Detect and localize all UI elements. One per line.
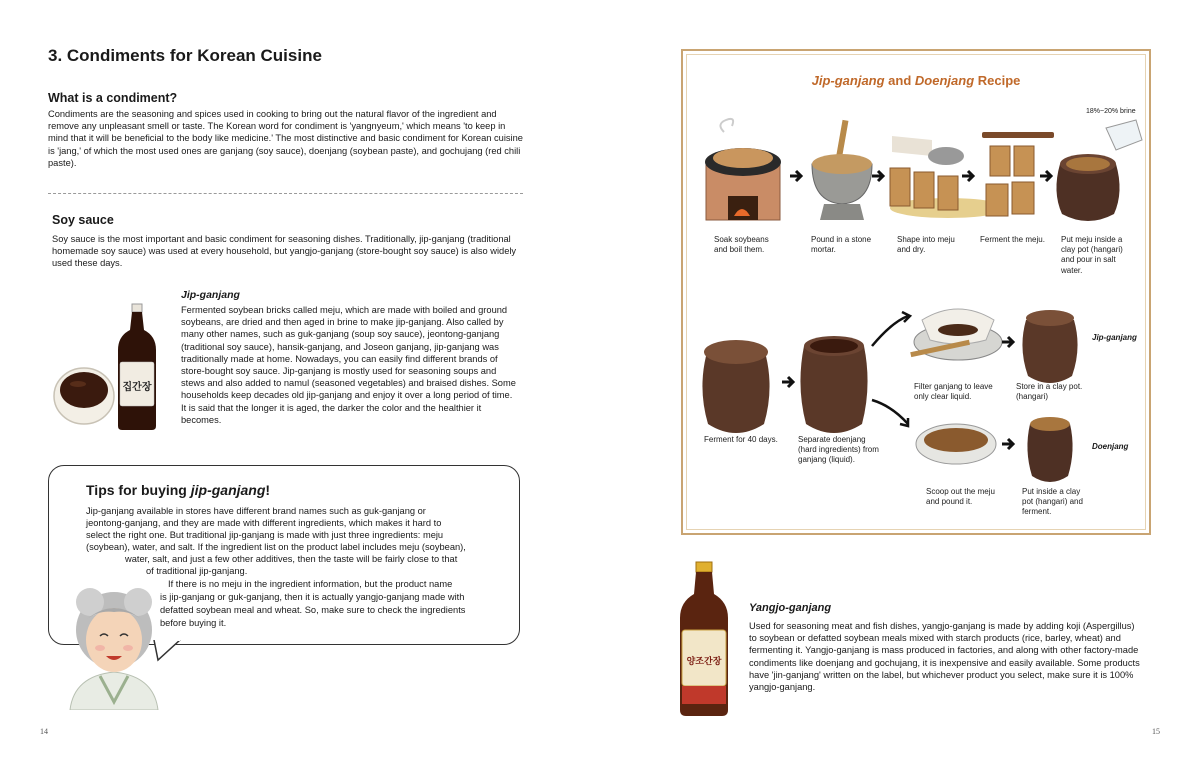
yangjo-paragraph: Used for seasoning meat and fish dishes, yangjo-ganjang is made by adding koji (Aspergillus) to soybean or defatted soybean meals mixed with starch products (rice, barley, wheat) and fermenting it. Yangjo-ganjang is mass produced in factories, and along with other factory-made condiments like doenjang and gochujang, it is inexpensive and easily available. Some products have 'jin-ganjang' written on the label, but whichever product you select, make sure it is 100% yangjo-ganjang. bbox=[749, 621, 1140, 693]
arrow-icon bbox=[1002, 439, 1013, 449]
jip-ganjang-paragraph: Fermented soybean bricks called meju, which are made with boiled and ground soybeans, are dried and then aged in brine to make jip-ganjang. Also called by many other names, such as guk-ganjang (soup soy sauce), jeontong-ganjang (traditional soy sauce), hansik-ganjang, and Joseon ganjang, jip-ganjang was traditionally made at home. Nowadays, you can easily find different brands of store-bought soy sauce. Jip-ganjang is mostly used for seasoning soups and stews and also added to namul (seasoned vegetables) and braised dishes. Some households keep decades old jip-ganjang and enjoy it over a long period of time. It is said that the longer it is aged, the darker the color and the healthier it becomes. bbox=[181, 305, 516, 425]
bottle-label: 집간장 bbox=[122, 382, 152, 393]
step-store: Store in a clay pot. (hangari) bbox=[1016, 382, 1083, 402]
yangjo-bottle-label: 양조간장 bbox=[686, 657, 722, 667]
condiment-paragraph: Condiments are the seasoning and spices used in cooking to bring out the natural flavor of the ingredient and remove any unpleasant smell or taste. The Korean word for condiment is 'yangnyeum,' which means 'to keep in mind that it will be beneficial to the body like medicine.' The most distinctive and basic condiment for Korean cuisine is 'jang,' of which the most used ones are ganjang (soy sauce), doenjang (soybean paste), and gochujang (red chili paste). bbox=[48, 109, 523, 168]
section-divider bbox=[48, 193, 523, 194]
clay-pot-icon bbox=[1056, 120, 1142, 221]
arrow-icon bbox=[782, 377, 793, 387]
arrow-icon bbox=[1002, 337, 1013, 347]
step-shape: Shape into meju and dry. bbox=[897, 235, 955, 255]
page-number-right: 15 bbox=[1152, 727, 1160, 736]
recipe-title-b: Doenjang bbox=[914, 73, 975, 88]
arrow-icon bbox=[872, 400, 908, 424]
clay-pot-icon bbox=[702, 340, 769, 433]
soy-sauce-heading: Soy sauce bbox=[52, 213, 114, 227]
tips-title-text: Tips for buying bbox=[86, 482, 191, 498]
jip-ganjang-illustration bbox=[48, 300, 176, 435]
tips-title bbox=[86, 482, 270, 498]
tips-line: Jip-ganjang available in stores have different brand names such as guk-ganjang or bbox=[86, 506, 426, 516]
label-doenjang: Doenjang bbox=[1092, 442, 1129, 451]
step-pound: Pound in a stone mortar. bbox=[811, 235, 872, 255]
soy-sauce-paragraph: Soy sauce is the most important and basic condiment for seasoning dishes. Traditionally, jip-ganjang (traditional homemade soy sauce) was used at every household, but yangjo-ganjang (store-bought soy sauce) is also widely used these days. bbox=[52, 234, 517, 269]
tips-line: (soybean), water, and salt. If the ingredient list on the product label includes meju (soybean), bbox=[86, 542, 466, 552]
grandmother-illustration bbox=[60, 580, 168, 710]
recipe-title-suffix: Recipe bbox=[974, 73, 1021, 88]
soy-bottle-icon bbox=[118, 304, 156, 430]
sauce-bowl-icon bbox=[54, 368, 114, 424]
step-scoop: Scoop out the meju and pound it. bbox=[926, 487, 995, 507]
arrow-icon bbox=[962, 171, 973, 181]
step-ferment: Ferment the meju. bbox=[980, 235, 1045, 244]
recipe-title-and: and bbox=[884, 73, 915, 88]
tips-line: before buying it. bbox=[160, 618, 227, 628]
step-separate: Separate doenjang (hard ingredients) from ganjang (liquid). bbox=[798, 435, 879, 465]
arrow-icon bbox=[872, 171, 883, 181]
filter-bowl-icon bbox=[910, 309, 1002, 360]
arrow-icon bbox=[1040, 171, 1051, 181]
tips-line: jeontong-ganjang, and they are made with different ingredients, which makes it hard to bbox=[86, 518, 442, 528]
meju-bowl-icon bbox=[916, 424, 996, 464]
pot-stove-icon bbox=[705, 119, 781, 220]
condiment-heading: What is a condiment? bbox=[48, 91, 178, 105]
step-clay-pot: Put inside a clay pot (hangari) and ferment. bbox=[1022, 487, 1083, 517]
tips-line: select the right one. But traditional jip-ganjang is made with just three ingredients: meju bbox=[86, 530, 444, 540]
page-title: 3. Condiments for Korean Cuisine bbox=[48, 46, 322, 65]
arrow-icon bbox=[872, 316, 908, 346]
hanging-meju-icon bbox=[982, 132, 1054, 216]
yangjo-heading: Yangjo-ganjang bbox=[749, 602, 832, 614]
clay-pot-icon bbox=[1027, 417, 1072, 482]
tips-line: water, salt, and just a few other additives, then the taste will be fairly close to that bbox=[125, 554, 458, 564]
tips-line: of traditional jip-ganjang. bbox=[146, 566, 248, 576]
soy-bottle-icon bbox=[676, 560, 736, 720]
step-filter: Filter ganjang to leave only clear liquid. bbox=[914, 382, 993, 402]
clay-pot-icon bbox=[1022, 310, 1077, 383]
brine-label: 18%~20% brine bbox=[1086, 108, 1136, 115]
recipe-row1-illustrations bbox=[696, 116, 1146, 228]
jip-ganjang-heading: Jip-ganjang bbox=[181, 289, 240, 301]
tips-line: If there is no meju in the ingredient information, but the product name bbox=[168, 579, 453, 589]
recipe-title bbox=[681, 73, 1151, 88]
recipe-title-a: Jip-ganjang bbox=[811, 73, 885, 88]
step-soak: Soak soybeans and boil them. bbox=[714, 235, 769, 255]
clay-pot-icon bbox=[800, 336, 867, 433]
arrow-icon bbox=[790, 171, 801, 181]
tips-title-em: jip-ganjang bbox=[190, 482, 266, 498]
tips-line: defatted soybean meal and wheat. So, make sure to check the ingredients bbox=[160, 605, 466, 615]
label-jip-ganjang: Jip-ganjang bbox=[1092, 333, 1137, 342]
page-number-left: 14 bbox=[40, 727, 48, 736]
mortar-icon bbox=[812, 120, 872, 220]
tips-title-punct: ! bbox=[265, 482, 271, 498]
step-ferment-40: Ferment for 40 days. bbox=[704, 435, 778, 444]
step-brine: Put meju inside a clay pot (hangari) and pour in salt water. bbox=[1061, 235, 1123, 275]
tips-line: is jip-ganjang or guk-ganjang, then it is actually yangjo-ganjang made with bbox=[160, 592, 465, 602]
